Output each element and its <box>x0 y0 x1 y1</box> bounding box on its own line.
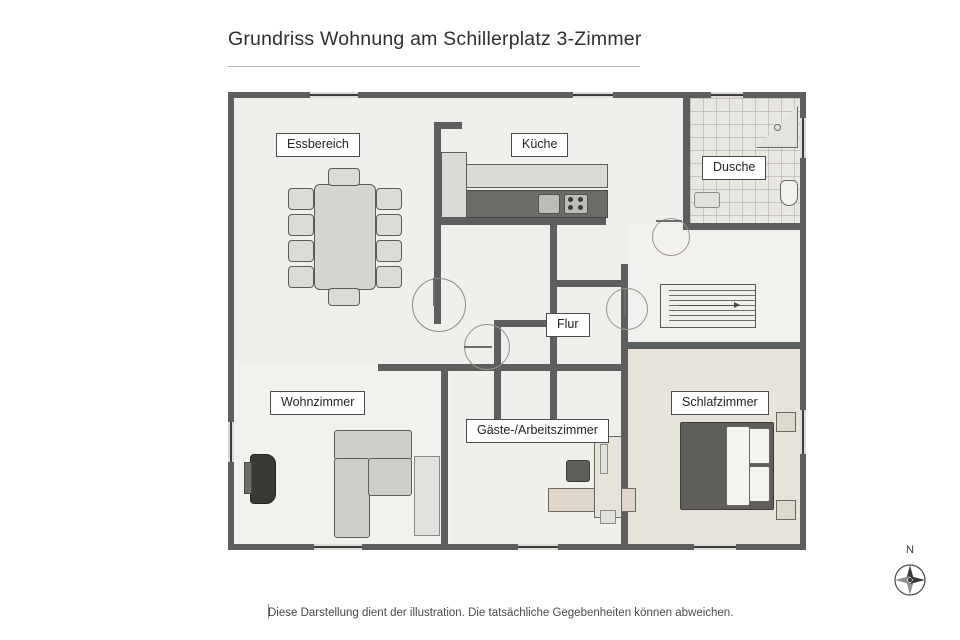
office-chair <box>566 460 590 482</box>
compass-rose <box>884 544 936 600</box>
room-label-schlafzimmer: Schlafzimmer <box>671 391 769 415</box>
dining-chair-head <box>328 288 360 306</box>
door-bedroom <box>606 288 648 330</box>
floorplan-drawing <box>228 92 806 550</box>
window-east-bath <box>800 118 806 158</box>
dining-chair <box>376 188 402 210</box>
shower-drain-icon <box>774 124 781 131</box>
kitchen-sink <box>538 194 560 214</box>
floor-lamp <box>600 444 608 474</box>
window-east-bedroom <box>800 410 806 454</box>
dining-chair <box>288 214 314 236</box>
sidetable <box>414 456 440 536</box>
wall-living-east <box>441 364 448 544</box>
duvet <box>726 426 750 506</box>
desk <box>548 488 636 512</box>
dining-chair <box>288 266 314 288</box>
sofa-segment <box>334 430 412 460</box>
page-title: Grundriss Wohnung am Schillerplatz 3-Zimmer <box>228 28 642 50</box>
room-label-gaeste-arbeitszimmer: Gäste-/Arbeitszimmer <box>466 419 609 443</box>
door-leaf-bedroom <box>624 290 626 316</box>
sofa-corner <box>368 458 412 496</box>
hob-burner <box>578 205 583 210</box>
stair-direction-arrow <box>679 305 739 306</box>
tv-unit <box>250 454 276 504</box>
dining-chair <box>288 188 314 210</box>
wall-bedroom-north <box>621 342 800 349</box>
toilet <box>780 180 798 206</box>
room-label-dusche: Dusche <box>702 156 766 180</box>
wall-kitchen-east <box>550 218 557 326</box>
window-north-dining <box>310 92 358 98</box>
window-south-guest <box>518 544 558 550</box>
pillow <box>748 466 770 502</box>
dining-chair <box>376 240 402 262</box>
wall-bedroom-west <box>621 342 628 544</box>
hob-burner <box>578 197 583 202</box>
wall-bath-west <box>683 98 690 230</box>
staircase <box>660 284 756 328</box>
door-leaf-bath <box>656 220 682 222</box>
wall-kitchen-corner <box>434 122 462 129</box>
hob-burner <box>568 197 573 202</box>
wall-hall-stub <box>557 280 621 287</box>
door-bath <box>652 218 690 256</box>
tv-stand <box>244 462 252 494</box>
window-west-living <box>228 422 234 462</box>
window-north-bath <box>711 92 743 98</box>
storage-box <box>600 510 616 524</box>
dining-chair <box>376 266 402 288</box>
compass-north-label: N <box>906 544 914 556</box>
bath-sink <box>694 192 720 208</box>
kitchen-counter-north <box>464 164 608 188</box>
dining-chair <box>376 214 402 236</box>
hob-burner <box>568 205 573 210</box>
title-divider <box>228 66 640 67</box>
nightstand <box>776 412 796 432</box>
window-south-living <box>314 544 362 550</box>
door-leaf-dining <box>433 278 435 306</box>
door-leaf-flur <box>464 346 492 348</box>
wall-kitchen-south <box>434 218 606 225</box>
room-label-essbereich: Essbereich <box>276 133 360 157</box>
sofa-segment <box>334 458 370 538</box>
window-south-bedroom <box>694 544 736 550</box>
door-dining <box>412 278 466 332</box>
pillow <box>748 428 770 464</box>
dining-chair <box>288 240 314 262</box>
window-north-kitchen <box>573 92 613 98</box>
dining-chair-head <box>328 168 360 186</box>
room-label-kueche: Küche <box>511 133 568 157</box>
room-label-flur: Flur <box>546 313 590 337</box>
shelf-unit <box>594 436 622 518</box>
wall-guestroom-north <box>508 364 628 371</box>
kitchen-counter-west <box>441 152 467 218</box>
nightstand <box>776 500 796 520</box>
disclaimer-text: Diese Darstellung dient der illustration. Die tatsächliche Gegebenheiten können abweichen. <box>268 607 734 619</box>
dining-table <box>314 184 376 290</box>
room-label-wohnzimmer: Wohnzimmer <box>270 391 365 415</box>
wall-bath-south <box>683 223 800 230</box>
